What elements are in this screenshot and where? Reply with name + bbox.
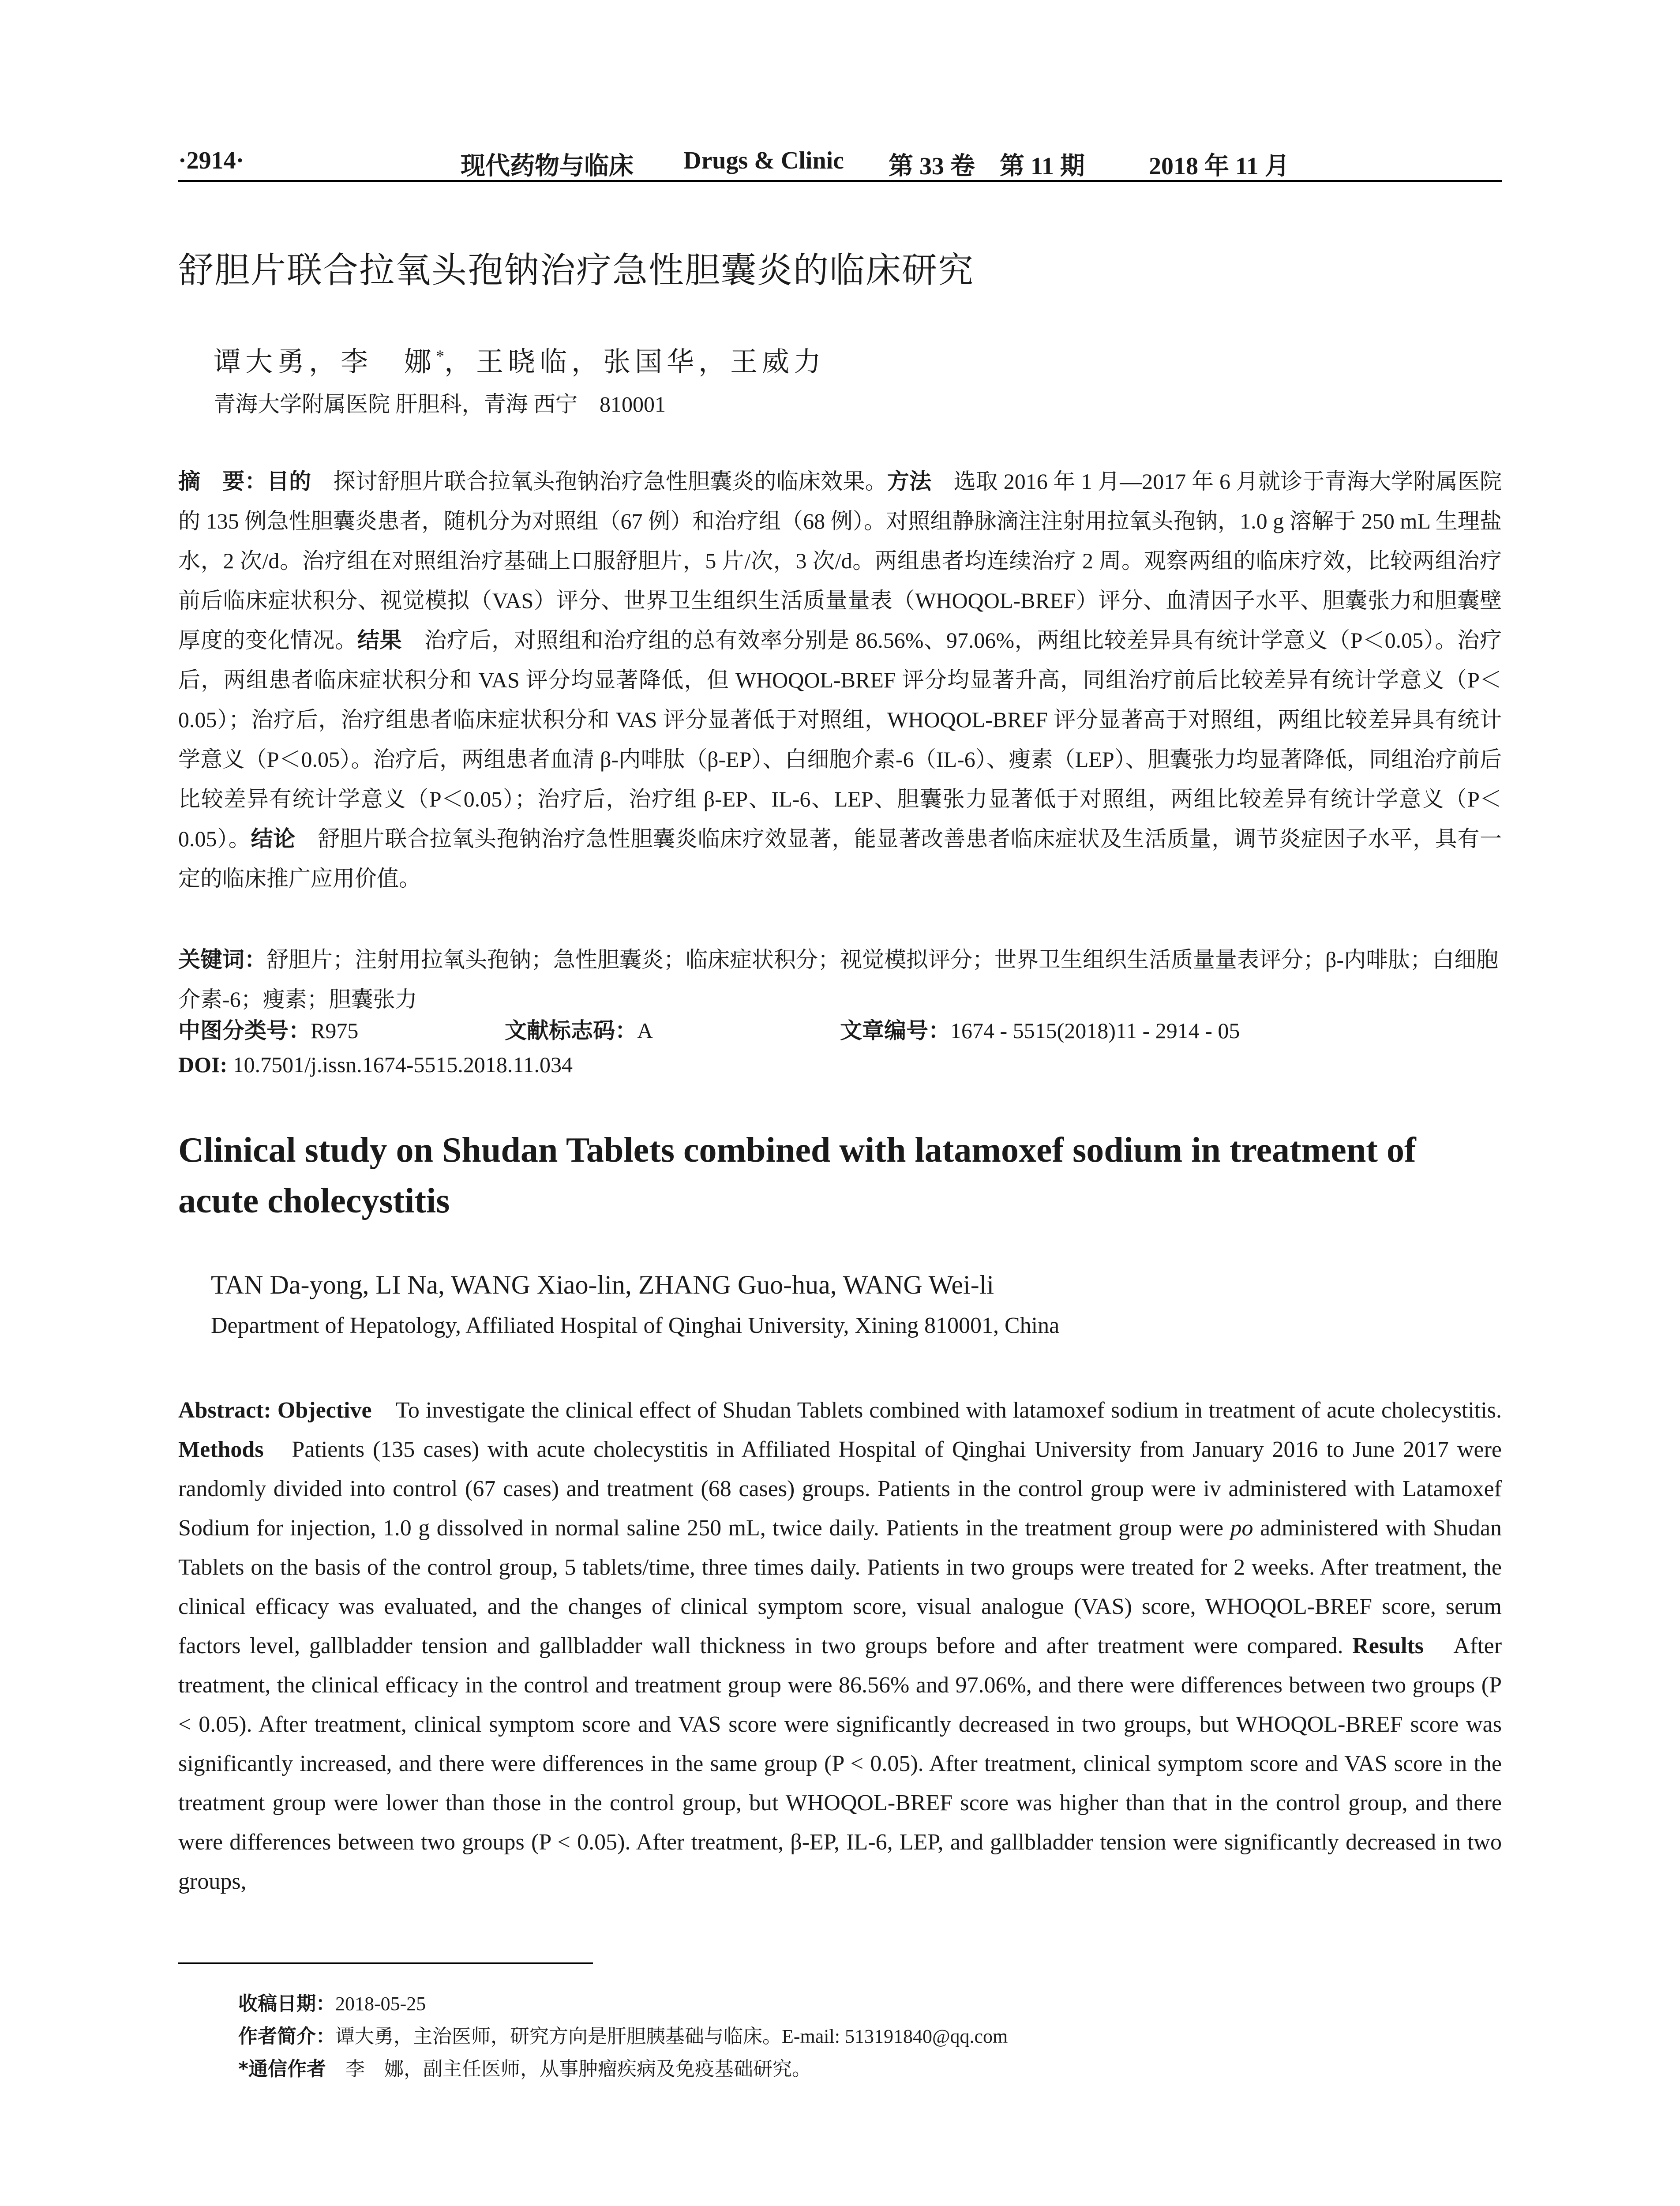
clc-label: 中图分类号： (178, 1018, 311, 1043)
abstract-en-label: Abstract: (178, 1398, 271, 1423)
keywords-cn (178, 940, 1502, 1019)
authors-en: TAN Da-yong, LI Na, WANG Xiao-lin, ZHANG Guo-hua, WANG Wei-li (211, 1270, 994, 1299)
bio-label: 作者简介： (238, 2025, 335, 2048)
doi-label: DOI: (178, 1052, 228, 1077)
article-title-cn: 舒胆片联合拉氧头孢钠治疗急性胆囊炎的临床研究 (178, 250, 974, 291)
abstract-cn (178, 461, 1502, 898)
article-no-label: 文章编号： (840, 1018, 950, 1043)
abstract-cn-label: 摘 要： (178, 469, 267, 494)
objective-cn: 探讨舒胆片联合拉氧头孢钠治疗急性胆囊炎的临床效果。 (311, 469, 887, 494)
classification-line (178, 1013, 1240, 1045)
doi-line (178, 1052, 573, 1077)
footnotes (238, 1988, 1008, 2086)
results-cn: 治疗后，对照组和治疗组的总有效率分别是 86.56%、97.06%，两组比较差异具有统计学意义（P＜0.05）。治疗后，两组患者临床症状积分和 VAS 评分均显著降低，但 WHOQOL-BREF 评分均显著升高，同组治疗前后比较差异有统计学意义（P＜0.05）；治疗后，治疗组患者临床症状积分和 VAS 评分显著低于对照组，WHOQOL-BREF 评分显著高于对照组，两组比较差异具有统计学意义（P＜0.05）。治疗后，两组患者血清 β-内啡肽（β-EP）、白细胞介素-6（IL-6）、瘦素（LEP）、胆囊张力均显著降低，同组治疗前后比较差异有统计学意义（P＜0.05）；治疗后，治疗组 β-EP、IL-6、LEP、胆囊张力显著低于对照组，两组比较差异有统计学意义（P＜0.05）。 (178, 628, 1502, 851)
methods-label-en: Methods (178, 1437, 264, 1462)
running-header (178, 140, 1502, 182)
methods-en-b: administered with Shudan Tablets on the basis of the control group, 5 tablets/time, three times daily. Patients in two groups were treated for 2 weeks. After treatment, the clinical efficacy was evaluated, and the changes of clinical symptom score, visual analogue (VAS) score, WHOQOL-BREF score, serum factors level, gallbladder tension and gallbladder wall thickness in two groups before and after treatment were compared. (178, 1516, 1502, 1658)
footnote-corresponding (238, 2053, 1008, 2086)
conclusion-cn: 舒胆片联合拉氧头孢钠治疗急性胆囊炎临床疗效显著，能显著改善患者临床症状及生活质量，调节炎症因子水平，具有一定的临床推广应用价值。 (178, 826, 1502, 891)
article-no-value: 1674 - 5515(2018)11 - 2914 - 05 (950, 1018, 1240, 1043)
journal-name-cn: 现代药物与临床 (461, 152, 634, 180)
results-label-cn: 结果 (357, 627, 402, 653)
bio-value: 谭大勇，主治医师，研究方向是肝胆胰基础与临床。E-mail: 513191840@qq.com (335, 2026, 1008, 2047)
corr-label: *通信作者 (238, 2058, 326, 2080)
authors-cn-part1: 谭大勇，李 娜 (214, 347, 436, 377)
clc-value: R975 (311, 1018, 359, 1043)
affiliation-cn: 青海大学附属医院 肝胆科，青海 西宁 810001 (214, 392, 666, 416)
doi-value: 10.7501/j.issn.1674-5515.2018.11.034 (227, 1052, 573, 1077)
objective-label-en: Objective (277, 1398, 372, 1423)
methods-en-po: po (1230, 1516, 1253, 1541)
abstract-en (178, 1391, 1502, 1901)
conclusion-label-cn: 结论 (251, 826, 296, 852)
keywords-label: 关键词： (178, 947, 266, 972)
authors-cn (214, 340, 825, 379)
journal-name-en: Drugs & Clinic (683, 147, 844, 174)
objective-en: To investigate the clinical effect of Shudan Tablets combined with latamoxef sodium in treatment of acute cholecystitis. (371, 1398, 1502, 1423)
corresponding-mark: * (436, 347, 445, 366)
methods-cn: 选取 2016 年 1 月—2017 年 6 月就诊于青海大学附属医院的 135 例急性胆囊炎患者，随机分为对照组（67 例）和治疗组（68 例）。对照组静脉滴注注射用拉氧头孢钠，1.0 g 溶解于 250 mL 生理盐水，2 次/d。治疗组在对照组治疗基础上口服舒胆片，5 片/次，3 次/d。两组患者均连续治疗 2 周。观察两组的临床疗效，比较两组治疗前后临床症状积分、视觉模拟（VAS）评分、世界卫生组织生活质量量表（WHOQOL-BREF）评分、血清因子水平、胆囊张力和胆囊壁厚度的变化情况。 (178, 469, 1502, 653)
authors-cn-part2: ，王晓临，张国华，王威力 (444, 347, 826, 377)
methods-label-cn: 方法 (887, 469, 932, 494)
issue-date: 2018 年 11 月 (1149, 153, 1290, 180)
doc-code-value: A (637, 1018, 653, 1043)
volume-issue: 第 33 卷 第 11 期 (889, 153, 1085, 180)
doc-code-label: 文献标志码： (505, 1018, 637, 1043)
results-en: After treatment, the clinical efficacy in the control and treatment group were 86.56% and 97.06%, and there were differences between two groups (P < 0.05). After treatment, clinical symptom score and VAS score were significantly decreased in two groups, but WHOQOL-BREF score was significantly increased, and there were differences in the same group (P < 0.05). After treatment, clinical symptom score and VAS score in the treatment group were lower than those in the control group, but WHOQOL-BREF score was higher than that in the control group, and there were differences between two groups (P < 0.05). After treatment, β-EP, IL-6, LEP, and gallbladder tension were significantly decreased in two groups, (178, 1633, 1502, 1894)
footnote-author-bio (238, 2020, 1008, 2053)
objective-label-cn: 目的 (266, 469, 311, 494)
results-label-en: Results (1352, 1633, 1424, 1658)
affiliation-en: Department of Hepatology, Affiliated Hospital of Qinghai University, Xining 810001, China (211, 1313, 1060, 1338)
received-value: 2018-05-25 (335, 1993, 426, 2015)
footnote-received (238, 1988, 1008, 2020)
received-label: 收稿日期： (238, 1992, 335, 2015)
page-number: ·2914· (178, 147, 244, 174)
corr-value: 李 娜，副主任医师，从事肿瘤疾病及免疫基础研究。 (326, 2058, 812, 2080)
footnote-divider (178, 1962, 593, 1964)
methods-en-a: Patients (135 cases) with acute cholecystitis in Affiliated Hospital of Qinghai University from January 2016 to June 2017 were randomly divided into control (67 cases) and treatment (68 cases) groups. Patients in the control group were iv administered with Latamoxef Sodium for injection, 1.0 g dissolved in normal saline 250 mL, twice daily. Patients in the treatment group were (178, 1437, 1502, 1541)
keywords-text: 舒胆片；注射用拉氧头孢钠；急性胆囊炎；临床症状积分；视觉模拟评分；世界卫生组织生活质量量表评分；β-内啡肽；白细胞介素-6；瘦素；胆囊张力 (178, 947, 1499, 1012)
article-title-en: Clinical study on Shudan Tablets combined with latamoxef sodium in treatment of acute cholecystitis (178, 1131, 1416, 1220)
